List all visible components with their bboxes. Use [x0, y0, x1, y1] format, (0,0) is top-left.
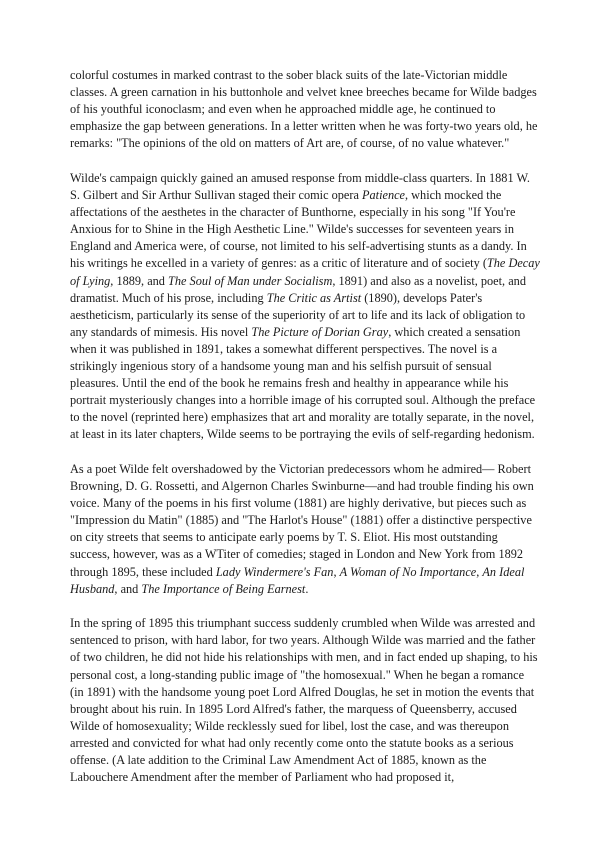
- text-run: , and: [114, 581, 142, 596]
- text-run: Wilde's campaign quickly gained an amused response from middle-class quarters. In 1881 W. S. Gilbert and Sir Arthur Sullivan staged their comic opera: [70, 170, 531, 203]
- text-run: colorful costumes in marked contrast to the sober black suits of the late-Victorian middle classes. A green carnation in his buttonhole and velvet knee breeches became for Wilde badges of his youthful iconoclasm; and even when he approached middle age, he continued to emphasize the gap between generations. In a letter written when he was forty-two years old, he remarks: "The opinions of the old on matters of Art are, of course, of no value whatever.": [70, 68, 538, 151]
- text-run: In the spring of 1895 this triumphant success suddenly crumbled when Wilde was arrested and sentenced to prison, with hard labor, for two years. Although Wilde was married and the father of two children, he did not hide his relationships with men, and in fact ended up shaping, to his personal cost, a long-standing public image of "the homosexual." When he began a romance (in 1891) with the handsome young poet Lord Alfred Douglas, he set in motion the events that brought about his ruin. In 1895 Lord Alfred's father, the marquess of Queensberry, accused Wilde of homosexuality; Wilde recklessly sued for libel, lost the case, and was thereupon arrested and convicted for what had only recently come onto the statute books as a serious offense. (A late addition to the Criminal Law Amendment Act of 1885, known as the Labouchere Amendment after the member of Parliament who had proposed it,: [70, 616, 538, 785]
- paragraph-1: [70, 67, 540, 152]
- text-run: , 1891) and also as a novelist, poet, and dramatist. Much of his prose, including: [70, 273, 526, 305]
- text-run: , which created a sensation when it was published in 1891, takes a somewhat different perspectives. The novel is a strikingly ingenious story of a handsome young man and his selfish pursuit of sensual pleasures. Until the end of the book he remains fresh and healthy in appearance while his portrait mysteriously changes into a horrible image of his corrupted soul. Although the preface to the novel (reprinted here) emphasizes that art and morality are totally separate, in the novel, at least in its later chapters, Wilde seems to be portraying the evils of self-regarding hedonism.: [70, 324, 536, 442]
- paragraph-2: [70, 170, 540, 444]
- italic-title: The Soul of Man under Socialism: [168, 273, 333, 288]
- italic-title: The Picture of Dorian Gray: [251, 324, 389, 339]
- paragraph-4: [70, 615, 540, 786]
- text-run: ,: [476, 564, 483, 579]
- italic-title: Patience: [362, 188, 406, 203]
- text-run: (1890), develops Pater's aestheticism, particularly its sense of the superiority of art to life and its lack of obligation to any standards of mimesis. His novel: [70, 290, 526, 339]
- text-run: As a poet Wilde felt overshadowed by the Victorian predecessors whom he admired— Robert Browning, D. G. Rossetti, and Algernon Charles Swinburne—and had trouble finding his own voice. Many of the poems in his first volume (1881) are highly derivative, but pieces such as "Impression du Matin" (1885) and "The Harlot's House" (1881) offer a distinctive perspective on city streets that seems to anticipate early poems by T. S. Eliot. His most outstanding success, however, was as a WTiter of comedies; staged in London and New York from 1892 through 1895, these included: [70, 461, 534, 579]
- paragraph-3: [70, 461, 540, 598]
- document-page: [70, 67, 540, 804]
- italic-title: An Ideal Husband: [70, 564, 525, 596]
- text-run: , which mocked the affectations of the aesthetes in the character of Bunthorne, especially in his song "If You're Anxious for to Shine in the High Aesthetic Line." Wilde's successes for seventeen years in England and America were, of course, not limited to his self-advertising stunts as a dandy. In his writings he excelled in a variety of genres: as a critic of literature and of society (: [70, 188, 527, 271]
- italic-title: The Critic as Artist: [266, 290, 362, 305]
- text-run: , 1889, and: [110, 273, 169, 288]
- italic-title: A Woman of No Importance: [339, 564, 477, 579]
- text-run: .: [305, 581, 309, 596]
- italic-title: Lady Windermere's Fan: [215, 564, 334, 579]
- italic-title: The Importance of Being Earnest: [141, 581, 306, 596]
- italic-title: The Decay of Lying: [70, 256, 540, 288]
- text-run: ,: [333, 564, 340, 579]
